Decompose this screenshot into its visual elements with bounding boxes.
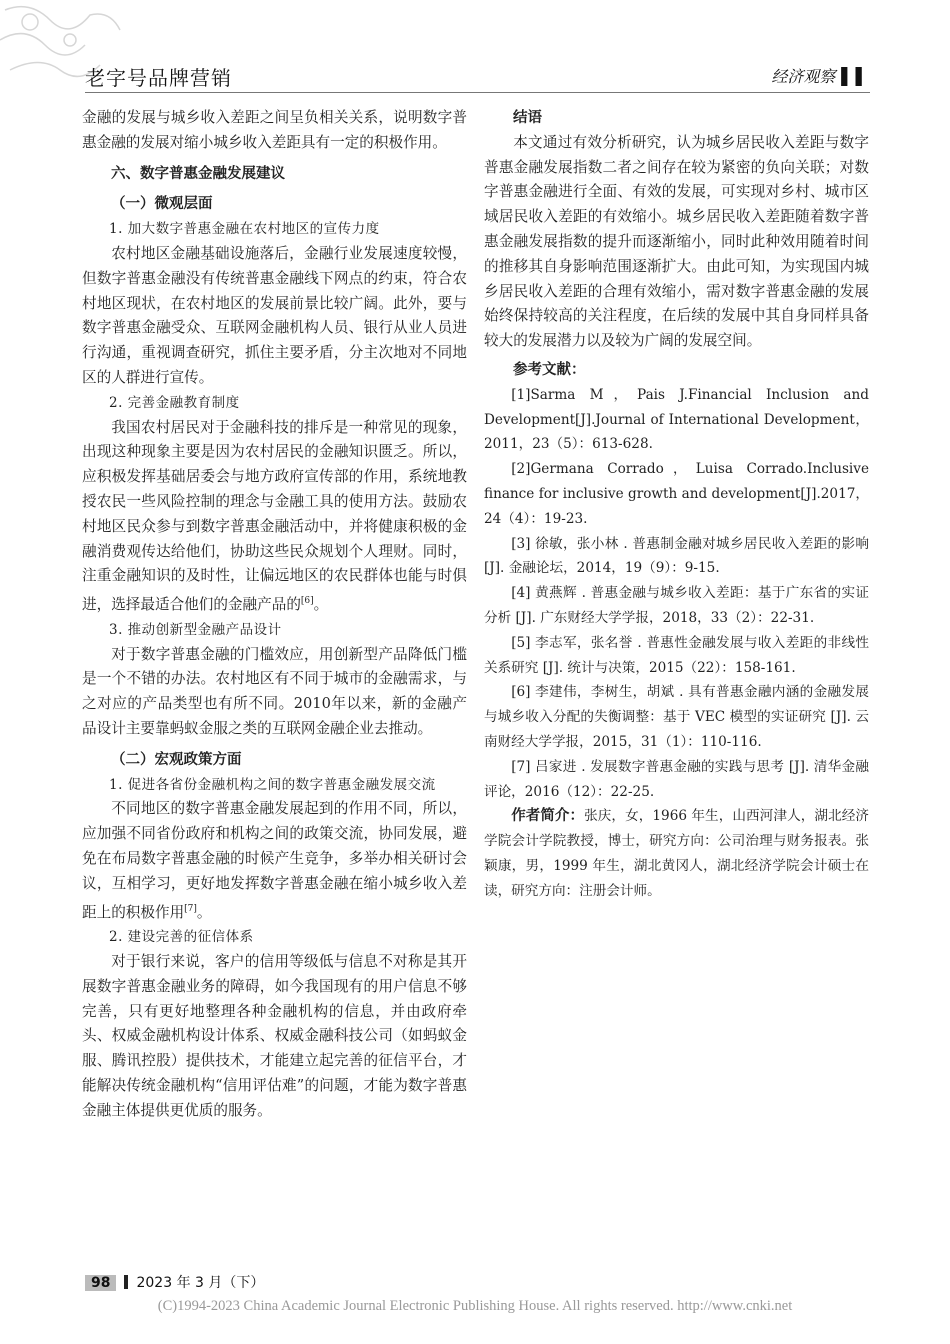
footer-separator bbox=[124, 1275, 128, 1289]
citation: [6] bbox=[300, 596, 314, 607]
left-column bbox=[82, 106, 467, 1124]
item-heading: 2. 完善金融教育制度 bbox=[109, 394, 240, 411]
issue-date: 2023 年 3 月（下） bbox=[136, 1275, 265, 1291]
reference-item: [3] 徐敏，张小林 . 普惠制金融对城乡居民收入差距的影响 [J]. 金融论坛，2014，19（9）：9-15. bbox=[484, 535, 869, 577]
paragraph-end: 。 bbox=[196, 903, 212, 921]
paragraph bbox=[82, 797, 467, 925]
paragraph-text: 不同地区的数字普惠金融发展起到的作用不同，所以，应加强不同省份政府和机构之间的政策交流，协同发展，避免在布局数字普惠金融的时候产生竞争，多举办相关研讨会议，互相学习，更好地发挥数字普惠金融在缩小城乡收入差距上的积极作用 bbox=[82, 800, 467, 921]
reference-item: [6] 李建伟，李树生，胡斌 . 具有普惠金融内涵的金融发展与城乡收入分配的失衡调整：基于 VEC 模型的实证研究 [J]. 云南财经大学学报，2015，31（1）：110-116. bbox=[484, 684, 869, 750]
journal-title: 老字号品牌营销 bbox=[85, 66, 232, 90]
author-bio bbox=[484, 804, 869, 903]
paragraph bbox=[82, 416, 467, 618]
author-text: 张庆，女，1966 年生，山西河津人，湖北经济学院会计学院教授，博士，研究方向：公司治理与财务报表。张颖康，男，1999 年生，湖北黄冈人，湖北经济学院会计硕士在读，研究方向：注册会计师。 bbox=[484, 808, 869, 899]
conclusion-paragraph: 本文通过有效分析研究，认为城乡居民收入差距与数字普惠金融发展指数二者之间存在较为紧密的负向关联；对数字普惠金融进行全面、有效的发展，可实现对乡村、城市区域居民收入差距的有效缩小。城乡居民收入差距随着数字普惠金融发展指数的提升而逐渐缩小，同时此种效用随着时间的推移其自身影响范围逐渐扩大。由此可知，为实现国内城乡居民收入差距的合理有效缩小，需对数字普惠金融的发展始终保持较高的关注程度，在后续的发展中其自身同样具备较大的发展潜力以及较为广阔的发展空间。 bbox=[484, 133, 869, 350]
column-bars: ▌▌ bbox=[841, 67, 870, 86]
item-heading: 1. 促进各省份金融机构之间的数字普惠金融发展交流 bbox=[109, 776, 436, 793]
paragraph-end: 。 bbox=[313, 596, 329, 613]
paragraph-text: 我国农村居民对于金融科技的排斥是一种常见的现象，出现这种现象主要是因为农村居民的金融知识匮乏。所以，应积极发挥基础居委会与地方政府宣传部的作用，系统地教授农民一些风险控制的理念与金融工具的使用方法。鼓励农村地区民众参与到数字普惠金融活动中，并将健康积极的金融消费观传达给他们，协助这些民众规划个人理财。同时，注重金融知识的及时性，让偏远地区的农民群体也能与时俱进，选择最适合他们的金融产品的 bbox=[82, 418, 467, 613]
page-footer bbox=[85, 1272, 264, 1292]
reference-item: [5] 李志军，张名誉 . 普惠性金融发展与收入差距的非线性关系研究 [J]. 统计与决策，2015（22）：158-161. bbox=[484, 634, 869, 676]
column-name: 经济观察 bbox=[771, 67, 836, 86]
references-heading: 参考文献： bbox=[513, 361, 586, 378]
right-column bbox=[484, 106, 869, 904]
author-label: 作者简介： bbox=[511, 808, 585, 825]
reference-item: [4] 黄燕辉 . 普惠金融与城乡收入差距：基于广东省的实证分析 [J]. 广东财经大学学报，2018，33（2）：22-31. bbox=[484, 585, 869, 626]
subsection-heading: （二）宏观政策方面 bbox=[111, 751, 242, 768]
item-heading: 2. 建设完善的征信体系 bbox=[109, 929, 254, 946]
section-heading: 六、数字普惠金融发展建议 bbox=[111, 165, 285, 182]
reference-item: [1]Sarma M，Pais J.Financial Inclusion and Development[J].Journal of International Development，2011，23（5）：613-628. bbox=[484, 386, 869, 453]
header-rule bbox=[85, 92, 870, 93]
column-title bbox=[771, 64, 870, 87]
paragraph: 对于数字普惠金融的门槛效应，用创新型产品降低门槛是一个不错的办法。农村地区有不同于城市的金融需求，与之对应的产品类型也有所不同。2010年以来，新的金融产品设计主要靠蚂蚁金服之类的互联网金融企业去推动。 bbox=[82, 645, 467, 737]
citation: [7] bbox=[184, 903, 197, 914]
reference-item: [2]Germana Corrado，Luisa Corrado.Inclusive finance for inclusive growth and development[J].2017，24（4）：19-23. bbox=[484, 461, 869, 527]
reference-item: [7] 吕家进 . 发展数字普惠金融的实践与思考 [J]. 清华金融评论，2016（12）：22-25. bbox=[484, 758, 869, 800]
paragraph: 农村地区金融基础设施落后，金融行业发展速度较慢，但数字普惠金融没有传统普惠金融线下网点的约束，符合农村地区现状，在农村地区的发展前景比较广阔。此外，要与数字普惠金融受众、互联网金融机构人员、银行从业人员进行沟通，重视调查研究，抓住主要矛盾，分主次地对不同地区的人群进行宣传。 bbox=[82, 244, 467, 386]
item-heading: 3. 推动创新型金融产品设计 bbox=[109, 621, 282, 638]
copyright-notice: (C)1994-2023 China Academic Journal Electronic Publishing House. All rights reserved. http://www.cnki.net bbox=[157, 1298, 793, 1314]
item-heading: 1. 加大数字普惠金融在农村地区的宣传力度 bbox=[109, 221, 380, 238]
page-number: 98 bbox=[85, 1275, 116, 1291]
subsection-heading: （一）微观层面 bbox=[111, 196, 213, 213]
conclusion-heading: 结语 bbox=[513, 110, 542, 126]
para-intro: 金融的发展与城乡收入差距之间呈负相关关系，说明数字普惠金融的发展对缩小城乡收入差距具有一定的积极作用。 bbox=[82, 109, 467, 151]
paragraph: 对于银行来说，客户的信用等级低与信息不对称是其开展数字普惠金融业务的障碍，如今我国现有的用户信息不够完善，只有更好地整理各种金融机构的信息，并由政府牵头、权威金融机构设计体系、权威金融科技公司（如蚂蚁金服、腾讯控股）提供技术，才能建立起完善的征信平台，才能解决传统金融机构“信用评估难”的问题，才能为数字普惠金融主体提供更优质的服务。 bbox=[82, 953, 467, 1119]
